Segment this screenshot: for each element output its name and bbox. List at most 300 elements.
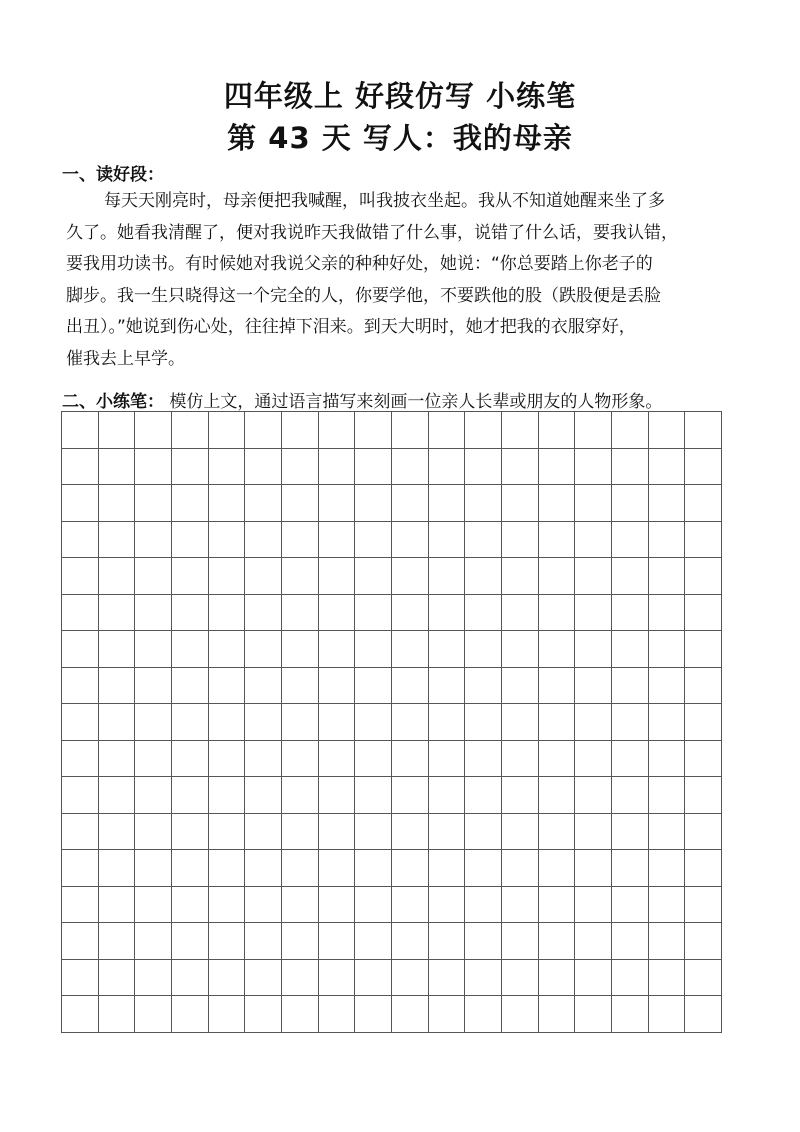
grid-cell[interactable]: [539, 887, 576, 924]
grid-cell[interactable]: [612, 996, 649, 1033]
grid-cell[interactable]: [319, 777, 356, 814]
grid-cell[interactable]: [392, 485, 429, 522]
grid-cell[interactable]: [319, 558, 356, 595]
grid-cell[interactable]: [99, 595, 136, 632]
grid-cell[interactable]: [465, 595, 502, 632]
grid-cell[interactable]: [282, 850, 319, 887]
grid-cell[interactable]: [135, 668, 172, 705]
grid-cell[interactable]: [429, 777, 466, 814]
grid-cell[interactable]: [282, 704, 319, 741]
grid-cell[interactable]: [209, 522, 246, 559]
grid-cell[interactable]: [575, 631, 612, 668]
grid-cell[interactable]: [392, 996, 429, 1033]
grid-cell[interactable]: [172, 485, 209, 522]
grid-cell[interactable]: [319, 960, 356, 997]
grid-cell[interactable]: [172, 887, 209, 924]
grid-cell[interactable]: [355, 996, 392, 1033]
grid-cell[interactable]: [172, 996, 209, 1033]
grid-cell[interactable]: [135, 485, 172, 522]
grid-cell[interactable]: [319, 522, 356, 559]
grid-cell[interactable]: [99, 485, 136, 522]
grid-cell[interactable]: [539, 522, 576, 559]
grid-cell[interactable]: [99, 741, 136, 778]
grid-cell[interactable]: [392, 923, 429, 960]
grid-cell[interactable]: [319, 814, 356, 851]
grid-cell[interactable]: [172, 741, 209, 778]
grid-cell[interactable]: [429, 704, 466, 741]
grid-cell[interactable]: [172, 814, 209, 851]
grid-cell[interactable]: [135, 449, 172, 486]
grid-cell[interactable]: [172, 960, 209, 997]
grid-cell[interactable]: [392, 558, 429, 595]
grid-cell[interactable]: [135, 412, 172, 449]
grid-cell[interactable]: [135, 704, 172, 741]
grid-cell[interactable]: [62, 412, 99, 449]
grid-cell[interactable]: [612, 923, 649, 960]
grid-cell[interactable]: [612, 777, 649, 814]
grid-cell[interactable]: [62, 923, 99, 960]
grid-cell[interactable]: [502, 960, 539, 997]
grid-cell[interactable]: [685, 741, 722, 778]
grid-cell[interactable]: [429, 522, 466, 559]
grid-cell[interactable]: [539, 704, 576, 741]
grid-cell[interactable]: [539, 595, 576, 632]
grid-cell[interactable]: [612, 558, 649, 595]
grid-cell[interactable]: [319, 923, 356, 960]
grid-cell[interactable]: [282, 485, 319, 522]
grid-cell[interactable]: [172, 558, 209, 595]
grid-cell[interactable]: [62, 960, 99, 997]
grid-cell[interactable]: [502, 449, 539, 486]
grid-cell[interactable]: [209, 887, 246, 924]
grid-cell[interactable]: [245, 595, 282, 632]
grid-cell[interactable]: [172, 777, 209, 814]
grid-cell[interactable]: [612, 668, 649, 705]
grid-cell[interactable]: [685, 814, 722, 851]
grid-cell[interactable]: [539, 777, 576, 814]
grid-cell[interactable]: [429, 923, 466, 960]
grid-cell[interactable]: [99, 923, 136, 960]
grid-cell[interactable]: [539, 741, 576, 778]
grid-cell[interactable]: [612, 449, 649, 486]
grid-cell[interactable]: [685, 887, 722, 924]
grid-cell[interactable]: [685, 522, 722, 559]
grid-cell[interactable]: [502, 412, 539, 449]
grid-cell[interactable]: [465, 449, 502, 486]
grid-cell[interactable]: [465, 412, 502, 449]
grid-cell[interactable]: [282, 996, 319, 1033]
grid-cell[interactable]: [649, 668, 686, 705]
grid-cell[interactable]: [502, 777, 539, 814]
grid-cell[interactable]: [282, 595, 319, 632]
grid-cell[interactable]: [245, 741, 282, 778]
grid-cell[interactable]: [612, 485, 649, 522]
grid-cell[interactable]: [245, 814, 282, 851]
grid-cell[interactable]: [649, 595, 686, 632]
grid-cell[interactable]: [355, 595, 392, 632]
grid-cell[interactable]: [355, 412, 392, 449]
grid-cell[interactable]: [539, 850, 576, 887]
grid-cell[interactable]: [502, 704, 539, 741]
grid-cell[interactable]: [539, 558, 576, 595]
grid-cell[interactable]: [392, 814, 429, 851]
grid-cell[interactable]: [282, 777, 319, 814]
grid-cell[interactable]: [685, 485, 722, 522]
grid-cell[interactable]: [685, 668, 722, 705]
writing-grid[interactable]: [61, 411, 722, 1033]
grid-cell[interactable]: [575, 996, 612, 1033]
grid-cell[interactable]: [62, 814, 99, 851]
grid-cell[interactable]: [465, 850, 502, 887]
grid-cell[interactable]: [612, 704, 649, 741]
grid-cell[interactable]: [135, 522, 172, 559]
grid-cell[interactable]: [465, 668, 502, 705]
grid-cell[interactable]: [502, 741, 539, 778]
grid-cell[interactable]: [355, 741, 392, 778]
grid-cell[interactable]: [612, 595, 649, 632]
grid-cell[interactable]: [319, 704, 356, 741]
grid-cell[interactable]: [429, 814, 466, 851]
grid-cell[interactable]: [99, 814, 136, 851]
grid-cell[interactable]: [355, 558, 392, 595]
grid-cell[interactable]: [209, 449, 246, 486]
grid-cell[interactable]: [282, 412, 319, 449]
grid-cell[interactable]: [319, 485, 356, 522]
grid-cell[interactable]: [99, 449, 136, 486]
grid-cell[interactable]: [685, 923, 722, 960]
grid-cell[interactable]: [62, 485, 99, 522]
grid-cell[interactable]: [465, 814, 502, 851]
grid-cell[interactable]: [649, 558, 686, 595]
grid-cell[interactable]: [135, 741, 172, 778]
grid-cell[interactable]: [575, 485, 612, 522]
grid-cell[interactable]: [99, 668, 136, 705]
grid-cell[interactable]: [62, 595, 99, 632]
grid-cell[interactable]: [465, 741, 502, 778]
grid-cell[interactable]: [245, 960, 282, 997]
grid-cell[interactable]: [575, 412, 612, 449]
grid-cell[interactable]: [209, 704, 246, 741]
grid-cell[interactable]: [575, 558, 612, 595]
grid-cell[interactable]: [502, 668, 539, 705]
grid-cell[interactable]: [135, 558, 172, 595]
grid-cell[interactable]: [612, 850, 649, 887]
grid-cell[interactable]: [209, 558, 246, 595]
grid-cell[interactable]: [319, 412, 356, 449]
grid-cell[interactable]: [99, 996, 136, 1033]
grid-cell[interactable]: [649, 631, 686, 668]
grid-cell[interactable]: [649, 412, 686, 449]
grid-cell[interactable]: [99, 522, 136, 559]
grid-cell[interactable]: [245, 449, 282, 486]
grid-cell[interactable]: [319, 595, 356, 632]
grid-cell[interactable]: [429, 449, 466, 486]
grid-cell[interactable]: [99, 850, 136, 887]
grid-cell[interactable]: [135, 960, 172, 997]
grid-cell[interactable]: [502, 850, 539, 887]
grid-cell[interactable]: [282, 631, 319, 668]
grid-cell[interactable]: [685, 777, 722, 814]
grid-cell[interactable]: [62, 996, 99, 1033]
grid-cell[interactable]: [172, 522, 209, 559]
grid-cell[interactable]: [355, 887, 392, 924]
grid-cell[interactable]: [99, 960, 136, 997]
grid-cell[interactable]: [209, 850, 246, 887]
grid-cell[interactable]: [539, 960, 576, 997]
grid-cell[interactable]: [62, 668, 99, 705]
grid-cell[interactable]: [172, 923, 209, 960]
grid-cell[interactable]: [429, 595, 466, 632]
grid-cell[interactable]: [575, 741, 612, 778]
grid-cell[interactable]: [429, 850, 466, 887]
grid-cell[interactable]: [355, 631, 392, 668]
grid-cell[interactable]: [245, 704, 282, 741]
grid-cell[interactable]: [649, 850, 686, 887]
grid-cell[interactable]: [245, 996, 282, 1033]
grid-cell[interactable]: [282, 814, 319, 851]
grid-cell[interactable]: [392, 522, 429, 559]
grid-cell[interactable]: [245, 522, 282, 559]
grid-cell[interactable]: [62, 777, 99, 814]
grid-cell[interactable]: [392, 668, 429, 705]
grid-cell[interactable]: [209, 631, 246, 668]
grid-cell[interactable]: [282, 449, 319, 486]
grid-cell[interactable]: [282, 558, 319, 595]
grid-cell[interactable]: [172, 631, 209, 668]
grid-cell[interactable]: [135, 850, 172, 887]
grid-cell[interactable]: [209, 668, 246, 705]
grid-cell[interactable]: [282, 741, 319, 778]
grid-cell[interactable]: [135, 595, 172, 632]
grid-cell[interactable]: [539, 631, 576, 668]
grid-cell[interactable]: [99, 631, 136, 668]
grid-cell[interactable]: [649, 449, 686, 486]
grid-cell[interactable]: [99, 777, 136, 814]
grid-cell[interactable]: [392, 777, 429, 814]
grid-cell[interactable]: [135, 923, 172, 960]
grid-cell[interactable]: [429, 631, 466, 668]
grid-cell[interactable]: [62, 850, 99, 887]
grid-cell[interactable]: [135, 631, 172, 668]
grid-cell[interactable]: [319, 850, 356, 887]
grid-cell[interactable]: [319, 741, 356, 778]
grid-cell[interactable]: [685, 449, 722, 486]
grid-cell[interactable]: [429, 412, 466, 449]
grid-cell[interactable]: [685, 704, 722, 741]
grid-cell[interactable]: [465, 996, 502, 1033]
grid-cell[interactable]: [649, 923, 686, 960]
grid-cell[interactable]: [539, 412, 576, 449]
grid-cell[interactable]: [209, 741, 246, 778]
grid-cell[interactable]: [465, 558, 502, 595]
grid-cell[interactable]: [649, 741, 686, 778]
grid-cell[interactable]: [539, 996, 576, 1033]
grid-cell[interactable]: [172, 704, 209, 741]
grid-cell[interactable]: [612, 741, 649, 778]
grid-cell[interactable]: [502, 996, 539, 1033]
grid-cell[interactable]: [135, 777, 172, 814]
grid-cell[interactable]: [282, 923, 319, 960]
grid-cell[interactable]: [319, 668, 356, 705]
grid-cell[interactable]: [465, 522, 502, 559]
grid-cell[interactable]: [245, 668, 282, 705]
grid-cell[interactable]: [355, 668, 392, 705]
grid-cell[interactable]: [135, 887, 172, 924]
grid-cell[interactable]: [245, 485, 282, 522]
grid-cell[interactable]: [465, 485, 502, 522]
grid-cell[interactable]: [649, 996, 686, 1033]
grid-cell[interactable]: [355, 777, 392, 814]
grid-cell[interactable]: [392, 960, 429, 997]
grid-cell[interactable]: [355, 850, 392, 887]
grid-cell[interactable]: [172, 449, 209, 486]
grid-cell[interactable]: [612, 814, 649, 851]
grid-cell[interactable]: [429, 558, 466, 595]
grid-cell[interactable]: [62, 887, 99, 924]
grid-cell[interactable]: [502, 522, 539, 559]
grid-cell[interactable]: [465, 887, 502, 924]
grid-cell[interactable]: [282, 887, 319, 924]
grid-cell[interactable]: [465, 960, 502, 997]
grid-cell[interactable]: [245, 631, 282, 668]
grid-cell[interactable]: [392, 704, 429, 741]
grid-cell[interactable]: [392, 412, 429, 449]
grid-cell[interactable]: [282, 522, 319, 559]
grid-cell[interactable]: [62, 741, 99, 778]
grid-cell[interactable]: [685, 996, 722, 1033]
grid-cell[interactable]: [575, 923, 612, 960]
grid-cell[interactable]: [429, 960, 466, 997]
grid-cell[interactable]: [539, 814, 576, 851]
grid-cell[interactable]: [282, 668, 319, 705]
grid-cell[interactable]: [539, 668, 576, 705]
grid-cell[interactable]: [429, 485, 466, 522]
grid-cell[interactable]: [209, 996, 246, 1033]
grid-cell[interactable]: [99, 558, 136, 595]
grid-cell[interactable]: [465, 923, 502, 960]
grid-cell[interactable]: [245, 923, 282, 960]
grid-cell[interactable]: [99, 412, 136, 449]
grid-cell[interactable]: [319, 887, 356, 924]
grid-cell[interactable]: [502, 485, 539, 522]
grid-cell[interactable]: [209, 777, 246, 814]
grid-cell[interactable]: [502, 814, 539, 851]
grid-cell[interactable]: [392, 887, 429, 924]
grid-cell[interactable]: [685, 631, 722, 668]
grid-cell[interactable]: [392, 449, 429, 486]
grid-cell[interactable]: [392, 595, 429, 632]
grid-cell[interactable]: [612, 631, 649, 668]
grid-cell[interactable]: [502, 595, 539, 632]
grid-cell[interactable]: [649, 522, 686, 559]
grid-cell[interactable]: [575, 887, 612, 924]
grid-cell[interactable]: [209, 923, 246, 960]
grid-cell[interactable]: [612, 960, 649, 997]
grid-cell[interactable]: [355, 923, 392, 960]
grid-cell[interactable]: [575, 704, 612, 741]
grid-cell[interactable]: [355, 960, 392, 997]
grid-cell[interactable]: [392, 850, 429, 887]
grid-cell[interactable]: [172, 668, 209, 705]
grid-cell[interactable]: [502, 923, 539, 960]
grid-cell[interactable]: [649, 485, 686, 522]
grid-cell[interactable]: [612, 887, 649, 924]
grid-cell[interactable]: [685, 850, 722, 887]
grid-cell[interactable]: [209, 485, 246, 522]
grid-cell[interactable]: [575, 449, 612, 486]
grid-cell[interactable]: [135, 814, 172, 851]
grid-cell[interactable]: [209, 412, 246, 449]
grid-cell[interactable]: [62, 704, 99, 741]
grid-cell[interactable]: [502, 887, 539, 924]
grid-cell[interactable]: [429, 996, 466, 1033]
grid-cell[interactable]: [209, 960, 246, 997]
grid-cell[interactable]: [99, 887, 136, 924]
grid-cell[interactable]: [319, 449, 356, 486]
grid-cell[interactable]: [319, 996, 356, 1033]
grid-cell[interactable]: [612, 522, 649, 559]
grid-cell[interactable]: [502, 558, 539, 595]
grid-cell[interactable]: [282, 960, 319, 997]
grid-cell[interactable]: [612, 412, 649, 449]
grid-cell[interactable]: [62, 449, 99, 486]
grid-cell[interactable]: [99, 704, 136, 741]
grid-cell[interactable]: [392, 741, 429, 778]
grid-cell[interactable]: [575, 850, 612, 887]
grid-cell[interactable]: [319, 631, 356, 668]
grid-cell[interactable]: [429, 741, 466, 778]
grid-cell[interactable]: [209, 814, 246, 851]
grid-cell[interactable]: [539, 449, 576, 486]
grid-cell[interactable]: [685, 595, 722, 632]
grid-cell[interactable]: [685, 558, 722, 595]
grid-cell[interactable]: [649, 814, 686, 851]
grid-cell[interactable]: [245, 887, 282, 924]
grid-cell[interactable]: [649, 704, 686, 741]
grid-cell[interactable]: [62, 522, 99, 559]
grid-cell[interactable]: [575, 595, 612, 632]
grid-cell[interactable]: [465, 777, 502, 814]
grid-cell[interactable]: [135, 996, 172, 1033]
grid-cell[interactable]: [539, 923, 576, 960]
grid-cell[interactable]: [355, 449, 392, 486]
grid-cell[interactable]: [429, 668, 466, 705]
grid-cell[interactable]: [245, 558, 282, 595]
grid-cell[interactable]: [355, 814, 392, 851]
grid-cell[interactable]: [465, 631, 502, 668]
grid-cell[interactable]: [62, 558, 99, 595]
grid-cell[interactable]: [649, 777, 686, 814]
grid-cell[interactable]: [355, 485, 392, 522]
grid-cell[interactable]: [355, 522, 392, 559]
grid-cell[interactable]: [245, 850, 282, 887]
grid-cell[interactable]: [502, 631, 539, 668]
grid-cell[interactable]: [649, 887, 686, 924]
grid-cell[interactable]: [575, 777, 612, 814]
grid-cell[interactable]: [575, 668, 612, 705]
grid-cell[interactable]: [245, 412, 282, 449]
grid-cell[interactable]: [575, 522, 612, 559]
grid-cell[interactable]: [465, 704, 502, 741]
grid-cell[interactable]: [172, 850, 209, 887]
grid-cell[interactable]: [649, 960, 686, 997]
grid-cell[interactable]: [172, 412, 209, 449]
grid-cell[interactable]: [685, 412, 722, 449]
grid-cell[interactable]: [685, 960, 722, 997]
grid-cell[interactable]: [429, 887, 466, 924]
grid-cell[interactable]: [355, 704, 392, 741]
grid-cell[interactable]: [62, 631, 99, 668]
